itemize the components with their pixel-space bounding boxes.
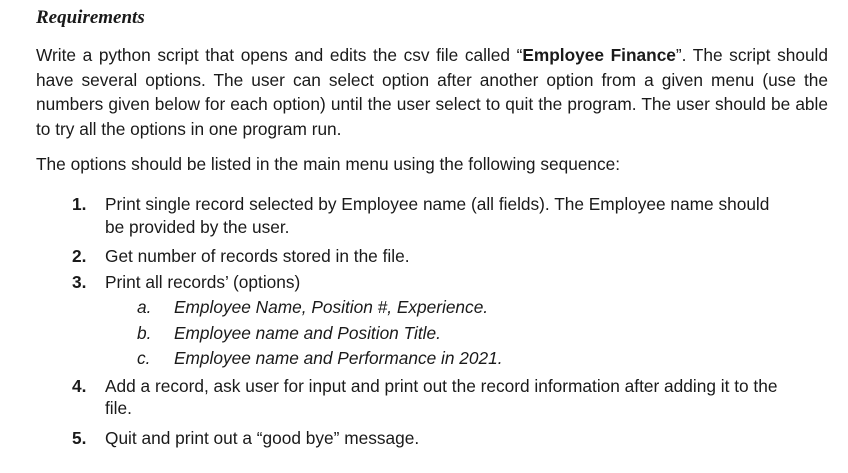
sub-option-label: a. [137,297,152,317]
sub-option-text: Employee name and Performance in 2021. [174,348,503,368]
option-item [0,245,785,268]
sub-option-text: Employee Name, Position #, Experience. [174,297,489,317]
sub-option-label: c. [137,348,151,368]
option-number: 4. [72,375,87,396]
intro-text-end: ”. The script should have several options. The user can select option after another option from a given menu (use the numbers given below for each option) until the user select to quit the program. The user should be able to try all the options in one program run. [36,45,828,140]
option-number: 1. [72,194,87,214]
option-text: Quit and print out a “good bye” message. [105,427,420,448]
option-item [0,375,785,420]
option-text: Get number of records stored in the file. [105,246,410,266]
intro-text-start: Write a python script that opens and edits the csv file called “ [36,45,523,65]
option-item [0,427,785,450]
sequence-intro: The options should be listed in the main menu using the following sequence: [36,154,621,174]
section-heading: Requirements [36,7,145,28]
option-number: 2. [72,246,87,266]
print-options-sublist [105,295,785,372]
option-item [0,193,785,238]
sub-option-label: b. [137,322,152,343]
option-number: 3. [72,271,87,292]
option-text: Print all records’ (options) [105,271,301,292]
option-text: Print single record selected by Employee name (all fields). The Employee name should be provided by the user. [105,194,770,237]
option-text: Add a record, ask user for input and print out the record information after adding it to the file. [105,375,778,418]
csv-file-name: Employee Finance [522,45,676,65]
intro-paragraph [36,43,828,142]
option-item [0,271,785,372]
sub-option-item [105,295,785,321]
sub-option-item [105,321,785,347]
option-number: 5. [72,427,87,448]
sub-option-text: Employee name and Position Title. [174,322,441,343]
sub-option-item [105,346,785,372]
options-list [0,193,848,449]
